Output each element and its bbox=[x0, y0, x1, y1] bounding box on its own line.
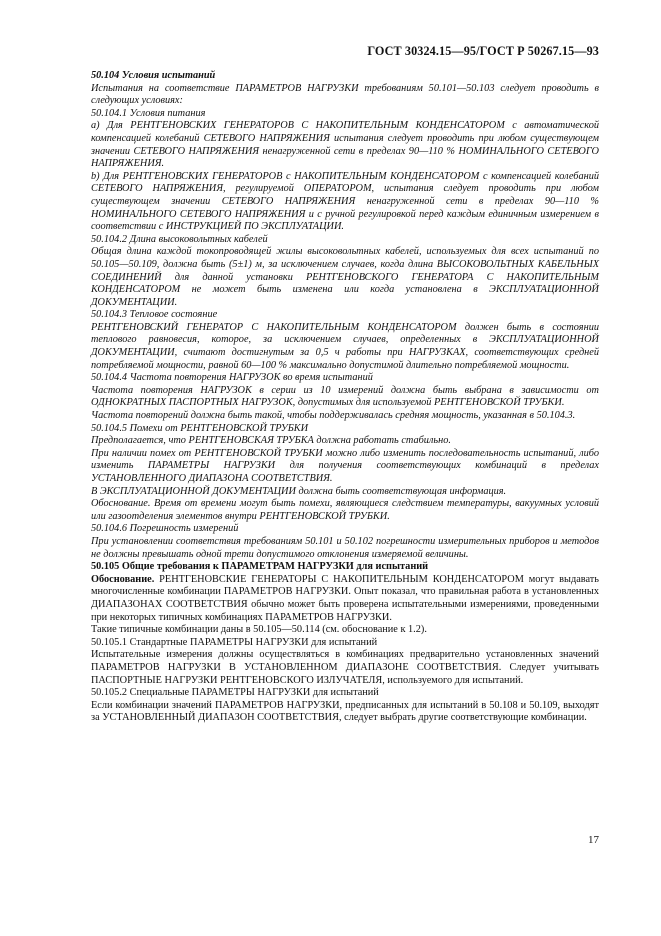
paragraph: 50.104.1 Условия питания bbox=[91, 107, 206, 119]
paragraph: a) Для РЕНТГЕНОВСКИХ ГЕНЕРАТОРОВ С НАКОПИТЕЛЬНЫМ КОНДЕНСАТОРОМ с автоматической компенсацией колебаний СЕТЕВОГО НАПРЯЖЕНИЯ испытания следует проводить при любом существующем значении СЕТЕВОГО НАПРЯЖЕНИЯ ненагруженной сети в пределах 90—110 % НОМИНАЛЬНОГО СЕТЕВОГО НАПРЯЖЕНИЯ. bbox=[91, 120, 599, 170]
paragraph: Испытания на соответствие ПАРАМЕТРОВ НАГРУЗКИ требованиям 50.101—50.103 следует проводить в следующих условиях: bbox=[91, 82, 599, 107]
paragraph: Предполагается, что РЕНТГЕНОВСКАЯ ТРУБКА должна работать стабильно. bbox=[91, 435, 451, 447]
paragraph: 50.104.2 Длина высоковольтных кабелей bbox=[91, 233, 268, 245]
paragraph: 50.104.5 Помехи от РЕНТГЕНОВСКОЙ ТРУБКИ bbox=[91, 422, 309, 434]
paragraph: 50.105 Общие требования к ПАРАМЕТРАМ НАГРУЗКИ для испытаний bbox=[91, 561, 429, 573]
paragraph-lead: Обоснование. bbox=[91, 573, 155, 585]
paragraph: Частота повторения НАГРУЗОК в серии из 10 измерений должна быть выбрана в зависимости от ОДНОКРАТНЫХ ПАСПОРТНЫХ НАГРУЗОК, допустимых для используемой РЕНТГЕНОВСКОЙ ТРУБКИ. bbox=[91, 384, 599, 409]
paragraph: b) Для РЕНТГЕНОВСКИХ ГЕНЕРАТОРОВ с НАКОПИТЕЛЬНЫМ КОНДЕНСАТОРОМ с компенсацией колебаний СЕТЕВОГО НАПРЯЖЕНИЯ, регулируемой ОПЕРАТОРОМ, испытания следует проводить при любом существующем значении СЕТЕВОГО НАПРЯЖЕНИЯ ненагруженной сети в пределах 90—110 % НОМИНАЛЬНОГО СЕТЕВОГО НАПРЯЖЕНИЯ и с ручной регулировкой перед каждым единичным измерением в соответствии с ИНСТРУКЦИЕЙ ПО ЭКСПЛУАТАЦИИ. bbox=[91, 170, 599, 233]
paragraph-text: РЕНТГЕНОВСКИЕ ГЕНЕРАТОРЫ С НАКОПИТЕЛЬНЫМ КОНДЕНСАТОРОМ могут выдавать многочисленные комбинации ПАРАМЕТРОВ НАГРУЗКИ. Опыт показал, что правильная работа в установленных ДИАПАЗОНАХ СООТВЕТСТВИЯ обычно может быть проверена испытательными измерениями, проведенными при некоторых типичных комбинациях ПАРАМЕТРОВ НАГРУЗКИ. bbox=[91, 573, 599, 623]
paragraph: Испытательные измерения должны осуществляться в комбинациях предварительно установленных значений ПАРАМЕТРОВ НАГРУЗКИ В УСТАНОВЛЕННОМ ДИАПАЗОНЕ СООТВЕТСТВИЯ. Следует учитывать ПАСПОРТНЫЕ НАГРУЗКИ РЕНТГЕНОВСКОГО ИЗЛУЧАТЕЛЯ, используемого для испытаний. bbox=[91, 649, 599, 686]
paragraph: Если комбинации значений ПАРАМЕТРОВ НАГРУЗКИ, предписанных для испытаний в 50.108 и 50.109, выходят за УСТАНОВЛЕННЫЙ ДИАПАЗОН СООТВЕТСТВИЯ, следует выбрать другие соответствующие комбинации. bbox=[91, 699, 599, 724]
paragraph: Частота повторений должна быть такой, чтобы поддерживалась средняя мощность, указанная в 50.104.3. bbox=[91, 410, 576, 422]
paragraph: Такие типичные комбинации даны в 50.105—50.114 (см. обоснование к 1.2). bbox=[91, 624, 427, 636]
paragraph: 50.104.4 Частота повторения НАГРУЗОК во время испытаний bbox=[91, 372, 373, 384]
paragraph: 50.104.3 Тепловое состояние bbox=[91, 309, 218, 321]
paragraph: 50.104.6 Погрешность измерений bbox=[91, 523, 239, 535]
paragraph: 50.105.2 Специальные ПАРАМЕТРЫ НАГРУЗКИ для испытаний bbox=[91, 687, 379, 699]
page-header: ГОСТ 30324.15—95/ГОСТ Р 50267.15—93 bbox=[367, 44, 599, 58]
paragraph bbox=[91, 574, 599, 624]
paragraph: 50.104 Условия испытаний bbox=[91, 70, 216, 81]
paragraph: При наличии помех от РЕНТГЕНОВСКОЙ ТРУБКИ можно либо изменить последовательность испытаний, либо изменить ПАРАМЕТРЫ НАГРУЗКИ для получения соответствующих комбинаций в пределах УСТАНОВЛЕННОГО ДИАПАЗОНА СООТВЕТСТВИЯ. bbox=[91, 447, 599, 484]
paragraph: Общая длина каждой токопроводящей жилы высоковольтных кабелей, используемых для всех испытаний по 50.105—50.109, должна быть (5±1) м, за исключением случаев, когда длина ВЫСОКОВОЛЬТНЫХ КАБЕЛЬНЫХ СОЕДИНЕНИЙ для данной установки РЕНТГЕНОВСКОГО ГЕНЕРАТОРА С НАКОПИТЕЛЬНЫМ КОНДЕНСАТОРОМ не может быть изменена или когда установлена в ЭКСПЛУАТАЦИОННОЙ ДОКУМЕНТАЦИИ. bbox=[91, 246, 599, 308]
paragraph: РЕНТГЕНОВСКИЙ ГЕНЕРАТОР С НАКОПИТЕЛЬНЫМ КОНДЕНСАТОРОМ должен быть в состоянии теплового равновесия, которое, за исключением случаев, определенных в ЭКСПЛУАТАЦИОННОЙ ДОКУМЕНТАЦИИ, считают достигнутым за 0,5 ч работы при НАГРУЗКАХ, соответствующих средней потребляемой мощности, равной 60—100 % максимально допустимой длительно потребляемой мощности. bbox=[91, 321, 599, 371]
page-number: 17 bbox=[588, 834, 599, 846]
paragraph: 50.105.1 Стандартные ПАРАМЕТРЫ НАГРУЗКИ для испытаний bbox=[91, 636, 378, 648]
paragraph: При установлении соответствия требованиям 50.101 и 50.102 погрешности измерительных приборов и методов не должны превышать одной трети допустимого отклонения измеряемой величины. bbox=[91, 535, 599, 560]
document-body bbox=[91, 70, 599, 725]
paragraph: В ЭКСПЛУАТАЦИОННОЙ ДОКУМЕНТАЦИИ должна быть соответствующая информация. bbox=[91, 485, 507, 497]
paragraph: Обоснование. Время от времени могут быть помехи, являющиеся следствием температуры, вакуумных условий или газоотделения элементов внутри РЕНТГЕНОВСКОЙ ТРУБКИ. bbox=[91, 498, 599, 522]
